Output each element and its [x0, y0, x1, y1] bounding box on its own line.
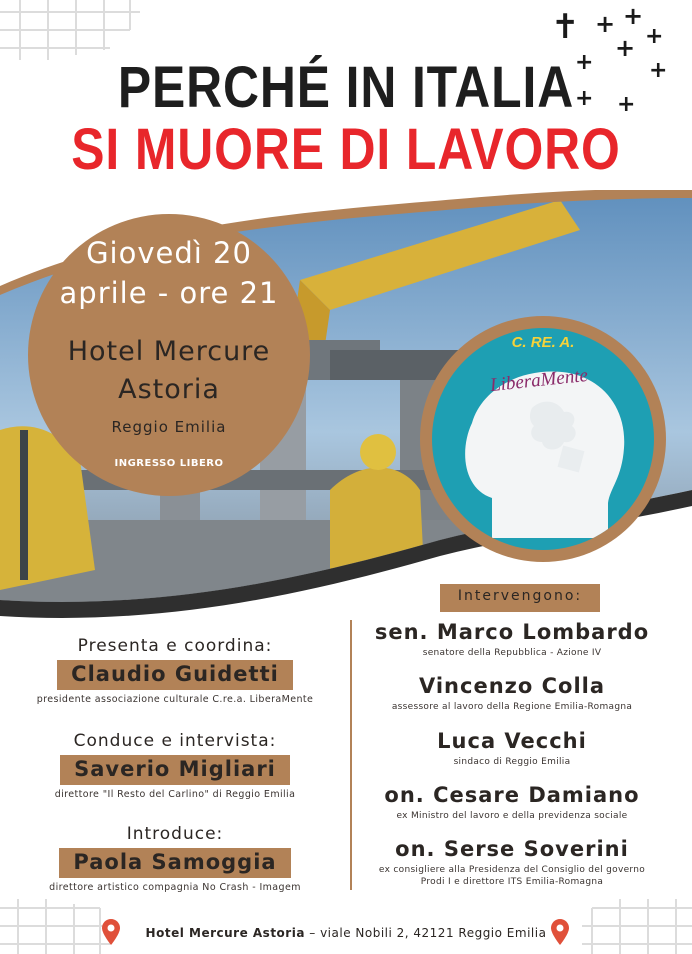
event-city: Reggio Emilia — [111, 418, 227, 436]
speaker-name: on. Cesare Damiano — [384, 783, 640, 807]
speaker-item — [356, 783, 668, 822]
organization-logo — [420, 316, 666, 562]
cross-icon: + — [615, 34, 636, 62]
entry-badge: INGRESSO LIBERO — [114, 458, 224, 469]
interviewer-name: Saverio Migliari — [60, 755, 290, 785]
event-venue-line-2: Astoria — [118, 374, 220, 405]
title-line-1: PERCHÉ IN ITALIA — [117, 55, 575, 120]
speaker-item — [356, 620, 668, 659]
cross-icon: + — [645, 24, 664, 49]
footer-address — [0, 926, 692, 940]
speaker-desc: senatore della Repubblica - Azione IV — [422, 648, 602, 658]
event-venue-line-1: Hotel Mercure — [67, 336, 271, 367]
grid-decoration-top-left — [0, 0, 140, 60]
introducer-desc: direttore artistico compagnia No Crash - Imagem — [49, 882, 301, 893]
cross-icon: + — [575, 86, 594, 111]
speaker-desc: ex consigliere alla Presidenza del Consiglio del governo Prodi I e direttore ITS Emilia-Romagna — [378, 865, 646, 887]
footer-street: – viale Nobili 2, 42121 Reggio Emilia — [304, 926, 547, 940]
cross-icon: + — [575, 50, 594, 75]
interviewer-block — [0, 731, 350, 800]
presenter-desc: presidente associazione culturale C.re.a. LiberaMente — [36, 694, 314, 705]
interviewer-desc: direttore "Il Resto del Carlino" di Reggio Emilia — [54, 789, 296, 800]
event-time: aprile - ore 21 — [59, 276, 279, 310]
cross-icon: + — [649, 58, 668, 83]
speaker-name: on. Serse Soverini — [395, 837, 629, 861]
logo-acronym: C. RE. A. — [511, 334, 575, 351]
speaker-name: Luca Vecchi — [437, 729, 587, 753]
event-info-circle — [28, 214, 310, 496]
title-line-2: SI MUORE DI LAVORO — [71, 117, 621, 182]
speaker-desc: sindaco di Reggio Emilia — [453, 757, 571, 767]
presenter-role: Presenta e coordina: — [77, 636, 273, 656]
event-date: Giovedì 20 — [86, 236, 252, 270]
location-pin-icon — [551, 919, 569, 945]
speaker-item — [356, 837, 668, 888]
speaker-desc: ex Ministro del lavoro e della previdenza sociale — [396, 811, 628, 821]
footer-venue: Hotel Mercure Astoria — [145, 926, 305, 940]
cross-icon: + — [595, 10, 616, 38]
cross-icon: + — [623, 2, 644, 30]
speaker-name: sen. Marco Lombardo — [374, 620, 650, 644]
logo-inner — [432, 328, 654, 550]
introducer-name: Paola Samoggia — [59, 848, 290, 878]
cross-icon: ✝ — [551, 7, 580, 47]
presenter-name: Claudio Guidetti — [57, 660, 293, 690]
introducer-block — [0, 824, 350, 893]
speaker-desc: assessore al lavoro della Regione Emilia-Romagna — [391, 702, 633, 712]
speaker-item — [356, 674, 668, 713]
speakers-header: Intervengono: — [457, 588, 583, 604]
introducer-role: Introduce: — [126, 824, 224, 844]
head-silhouette-icon — [432, 328, 654, 550]
presenter-block — [0, 636, 350, 705]
cross-icon: + — [617, 92, 636, 117]
logo-name: LiberaMente — [489, 364, 589, 397]
column-divider — [350, 620, 352, 890]
speaker-name: Vincenzo Colla — [418, 674, 606, 698]
speaker-item — [356, 729, 668, 768]
footer — [0, 919, 692, 949]
interviewer-role: Conduce e intervista: — [73, 731, 277, 751]
